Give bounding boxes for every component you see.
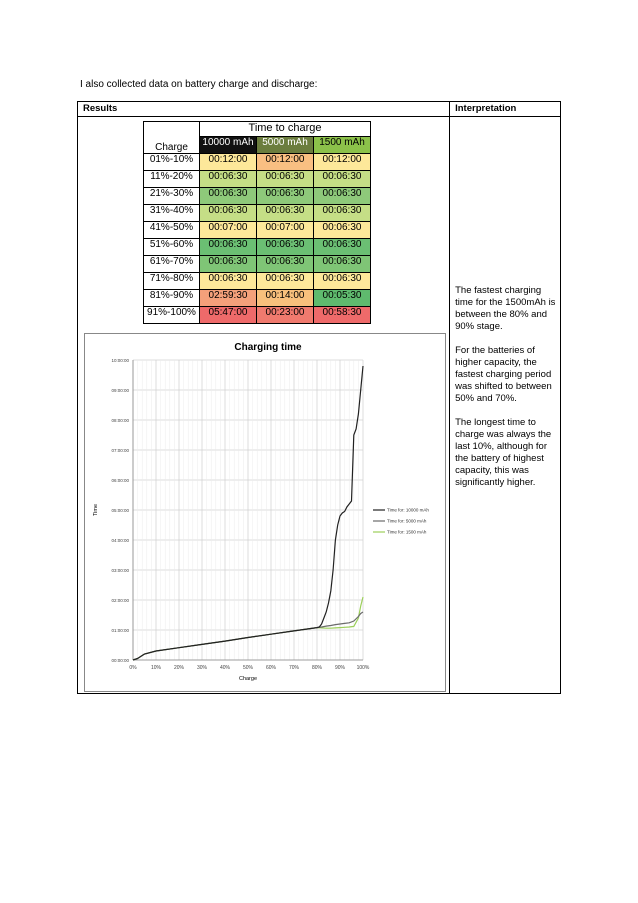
charge-range-cell: 71%-80% — [144, 273, 200, 290]
table-row — [144, 205, 371, 222]
x-tick-label: 70% — [288, 665, 300, 671]
table-row — [144, 171, 371, 188]
legend-label: Time for: 5000 mAh — [387, 518, 427, 524]
y-tick-label: 05:00:00 — [111, 508, 129, 513]
time-value-cell: 00:06:30 — [200, 273, 257, 290]
x-tick-label: 100% — [356, 665, 370, 671]
time-value-cell: 00:06:30 — [200, 188, 257, 205]
y-tick-label: 03:00:00 — [111, 568, 129, 573]
interpretation-text — [450, 117, 560, 489]
time-value-cell: 00:05:30 — [314, 290, 371, 307]
capacity-column-header: 1500 mAh — [314, 137, 371, 154]
table-row — [144, 154, 371, 171]
y-tick-label: 00:00:00 — [111, 658, 129, 663]
time-value-cell: 00:12:00 — [257, 154, 314, 171]
results-table — [77, 101, 561, 694]
x-tick-label: 90% — [334, 665, 346, 671]
table-row — [144, 222, 371, 239]
x-tick-label: 30% — [196, 665, 208, 671]
charge-range-cell: 51%-60% — [144, 239, 200, 256]
table-row — [144, 188, 371, 205]
interpretation-paragraph: The longest time to charge was always the last 10%, although for the battery of highest capacity, this was significantly higher. — [455, 417, 552, 488]
time-value-cell: 00:58:30 — [314, 307, 371, 324]
time-value-cell: 00:12:00 — [314, 154, 371, 171]
interpretation-header-label: Interpretation — [455, 103, 517, 114]
time-value-cell: 00:06:30 — [257, 239, 314, 256]
y-tick-label: 01:00:00 — [111, 628, 129, 633]
legend-label: Time for: 1500 mAh — [387, 529, 427, 535]
interpretation-paragraph: The fastest charging time for the 1500mAh is between the 80% and 90% stage. — [455, 285, 556, 332]
charging-time-chart — [84, 333, 446, 692]
time-value-cell: 02:59:30 — [200, 290, 257, 307]
time-to-charge-header: Time to charge — [200, 122, 371, 137]
time-value-cell: 00:06:30 — [314, 222, 371, 239]
capacity-column-header: 10000 mAh — [200, 137, 257, 154]
x-tick-label: 40% — [219, 665, 231, 671]
table-row — [144, 256, 371, 273]
intro-text: I also collected data on battery charge and discharge: — [80, 79, 318, 90]
table-row — [144, 307, 371, 324]
time-value-cell: 00:06:30 — [200, 171, 257, 188]
chart-svg — [85, 334, 445, 691]
x-tick-label: 50% — [242, 665, 254, 671]
x-tick-label: 10% — [150, 665, 162, 671]
time-value-cell: 00:07:00 — [257, 222, 314, 239]
interpretation-paragraph: For the batteries of higher capacity, the fastest charging period was shifted to between 50% and 70%. — [455, 345, 552, 404]
x-tick-label: 60% — [265, 665, 277, 671]
charge-range-cell: 11%-20% — [144, 171, 200, 188]
time-value-cell: 00:06:30 — [314, 205, 371, 222]
x-tick-label: 0% — [129, 665, 137, 671]
interpretation-header — [450, 102, 561, 117]
table-row — [144, 239, 371, 256]
time-value-cell: 00:06:30 — [257, 171, 314, 188]
time-value-cell: 00:07:00 — [200, 222, 257, 239]
results-header-label: Results — [83, 103, 118, 114]
y-tick-label: 09:00:00 — [111, 388, 129, 393]
x-axis-label: Charge — [238, 676, 258, 682]
charge-range-cell: 61%-70% — [144, 256, 200, 273]
results-cell — [78, 117, 450, 694]
y-tick-label: 02:00:00 — [111, 598, 129, 603]
time-value-cell: 00:06:30 — [314, 273, 371, 290]
charge-time-table — [143, 121, 371, 324]
time-value-cell: 00:06:30 — [314, 256, 371, 273]
time-value-cell: 00:06:30 — [257, 205, 314, 222]
time-value-cell: 00:06:30 — [200, 239, 257, 256]
time-value-cell: 00:06:30 — [257, 256, 314, 273]
time-value-cell: 00:06:30 — [200, 256, 257, 273]
time-value-cell: 00:12:00 — [200, 154, 257, 171]
time-value-cell: 05:47:00 — [200, 307, 257, 324]
table-row — [144, 290, 371, 307]
charge-range-cell: 31%-40% — [144, 205, 200, 222]
y-tick-label: 08:00:00 — [111, 418, 129, 423]
charge-range-cell: 81%-90% — [144, 290, 200, 307]
x-tick-label: 20% — [173, 665, 185, 671]
legend-label: Time for: 10000 mAh — [387, 507, 429, 513]
table-row — [144, 273, 371, 290]
time-value-cell: 00:06:30 — [257, 188, 314, 205]
interpretation-cell — [450, 117, 561, 694]
chart-title: Charging time — [234, 342, 302, 353]
time-value-cell: 00:23:00 — [257, 307, 314, 324]
time-value-cell: 00:06:30 — [200, 205, 257, 222]
time-value-cell: 00:06:30 — [314, 188, 371, 205]
y-tick-label: 06:00:00 — [111, 478, 129, 483]
time-value-cell: 00:06:30 — [257, 273, 314, 290]
charge-column-header: Charge — [144, 122, 200, 154]
x-tick-label: 80% — [311, 665, 323, 671]
time-value-cell: 00:06:30 — [314, 239, 371, 256]
charge-range-cell: 01%-10% — [144, 154, 200, 171]
capacity-column-header: 5000 mAh — [257, 137, 314, 154]
charge-range-cell: 41%-50% — [144, 222, 200, 239]
y-tick-label: 07:00:00 — [111, 448, 129, 453]
results-header — [78, 102, 450, 117]
y-axis-label: Time — [93, 503, 99, 517]
time-value-cell: 00:14:00 — [257, 290, 314, 307]
time-value-cell: 00:06:30 — [314, 171, 371, 188]
charge-range-cell: 21%-30% — [144, 188, 200, 205]
y-tick-label: 04:00:00 — [111, 538, 129, 543]
y-tick-label: 10:00:00 — [111, 358, 129, 363]
charge-range-cell: 91%-100% — [144, 307, 200, 324]
